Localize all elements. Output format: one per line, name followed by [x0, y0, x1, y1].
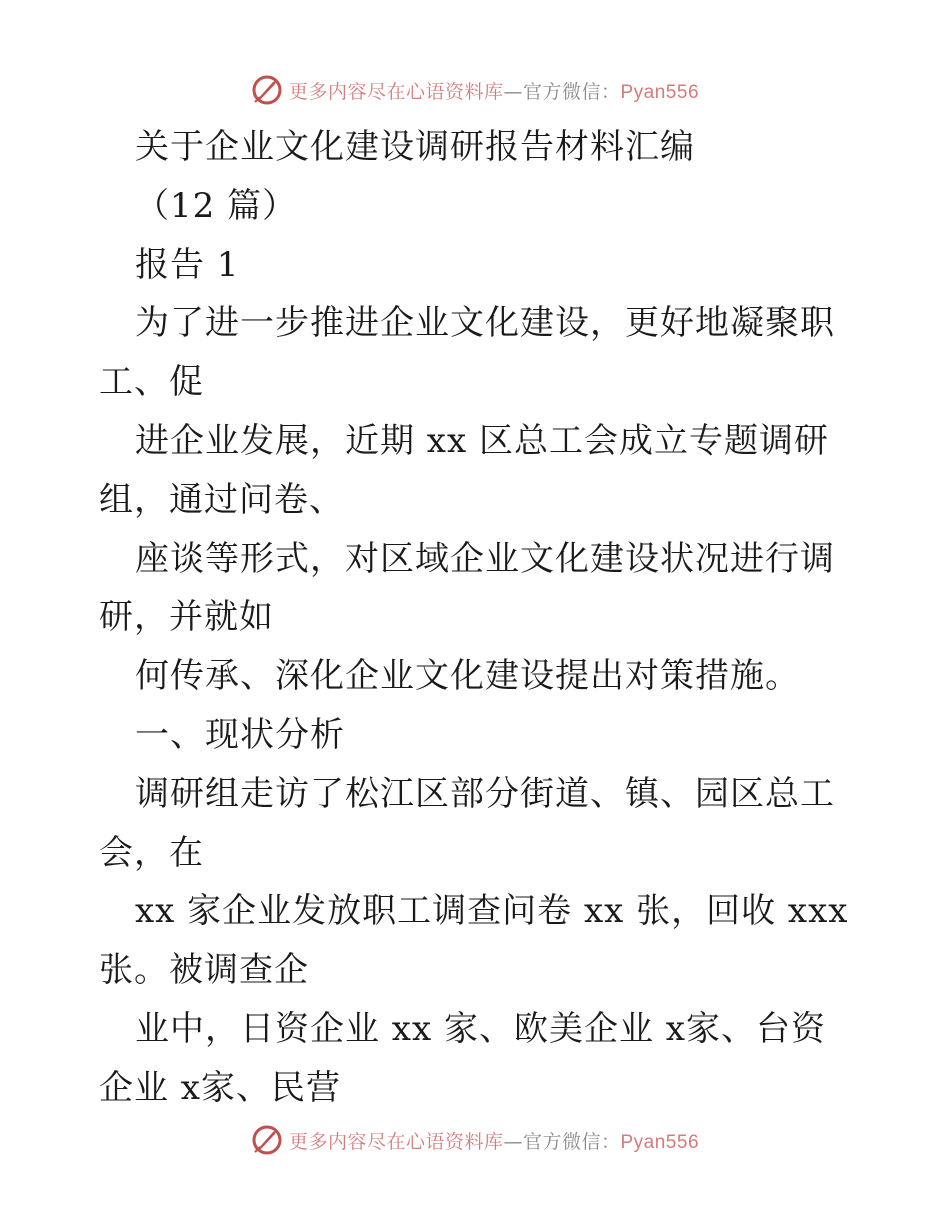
banner-dash: — — [503, 80, 523, 103]
document-body — [99, 118, 849, 1118]
text-line: 张。被调查企 — [99, 950, 309, 991]
text-line: xx 家企业发放职工调查问卷 xx 张，回收 xxx — [135, 891, 849, 932]
text-line: 关于企业文化建设调研报告材料汇编 — [135, 127, 695, 167]
banner-wechat-id: Pyan556 — [620, 1131, 700, 1153]
text-line: 为了进一步推进企业文化建设，更好地凝聚职 — [135, 303, 835, 344]
text-line: 调研组走访了松江区部分街道、镇、园区总工 — [135, 773, 835, 814]
text-line: 报告 1 — [135, 244, 240, 285]
text-line: 何传承、深化企业文化建设提出对策措施。 — [135, 656, 800, 697]
banner-wechat-label: 官方微信： — [522, 80, 621, 103]
banner-main-text: 更多内容尽在心语资料库 — [288, 1130, 504, 1153]
text-line: 座谈等形式，对区域企业文化建设状况进行调 — [135, 538, 835, 579]
footer-watermark-banner — [0, 1120, 950, 1160]
text-line: 工、促 — [99, 362, 204, 403]
banner-dash: — — [503, 1130, 523, 1153]
text-line: 会，在 — [99, 832, 204, 873]
quill-logo-icon — [251, 1124, 283, 1156]
text-line: 组，通过问卷、 — [99, 479, 344, 520]
banner-wechat-id: Pyan556 — [620, 81, 700, 103]
text-line: （12 篇） — [135, 185, 298, 226]
quill-logo-icon — [251, 74, 283, 106]
header-watermark-banner — [0, 70, 950, 110]
banner-main-text: 更多内容尽在心语资料库 — [288, 80, 504, 103]
text-line: 进企业发展，近期 xx 区总工会成立专题调研 — [135, 420, 829, 461]
text-line: 研，并就如 — [99, 597, 274, 638]
text-line: 企业 x家、民营 — [99, 1067, 341, 1108]
banner-wechat-label: 官方微信： — [522, 1130, 621, 1153]
text-line: 一、现状分析 — [135, 714, 345, 755]
text-line: 业中，日资企业 xx 家、欧美企业 x家、台资 — [135, 1008, 826, 1049]
